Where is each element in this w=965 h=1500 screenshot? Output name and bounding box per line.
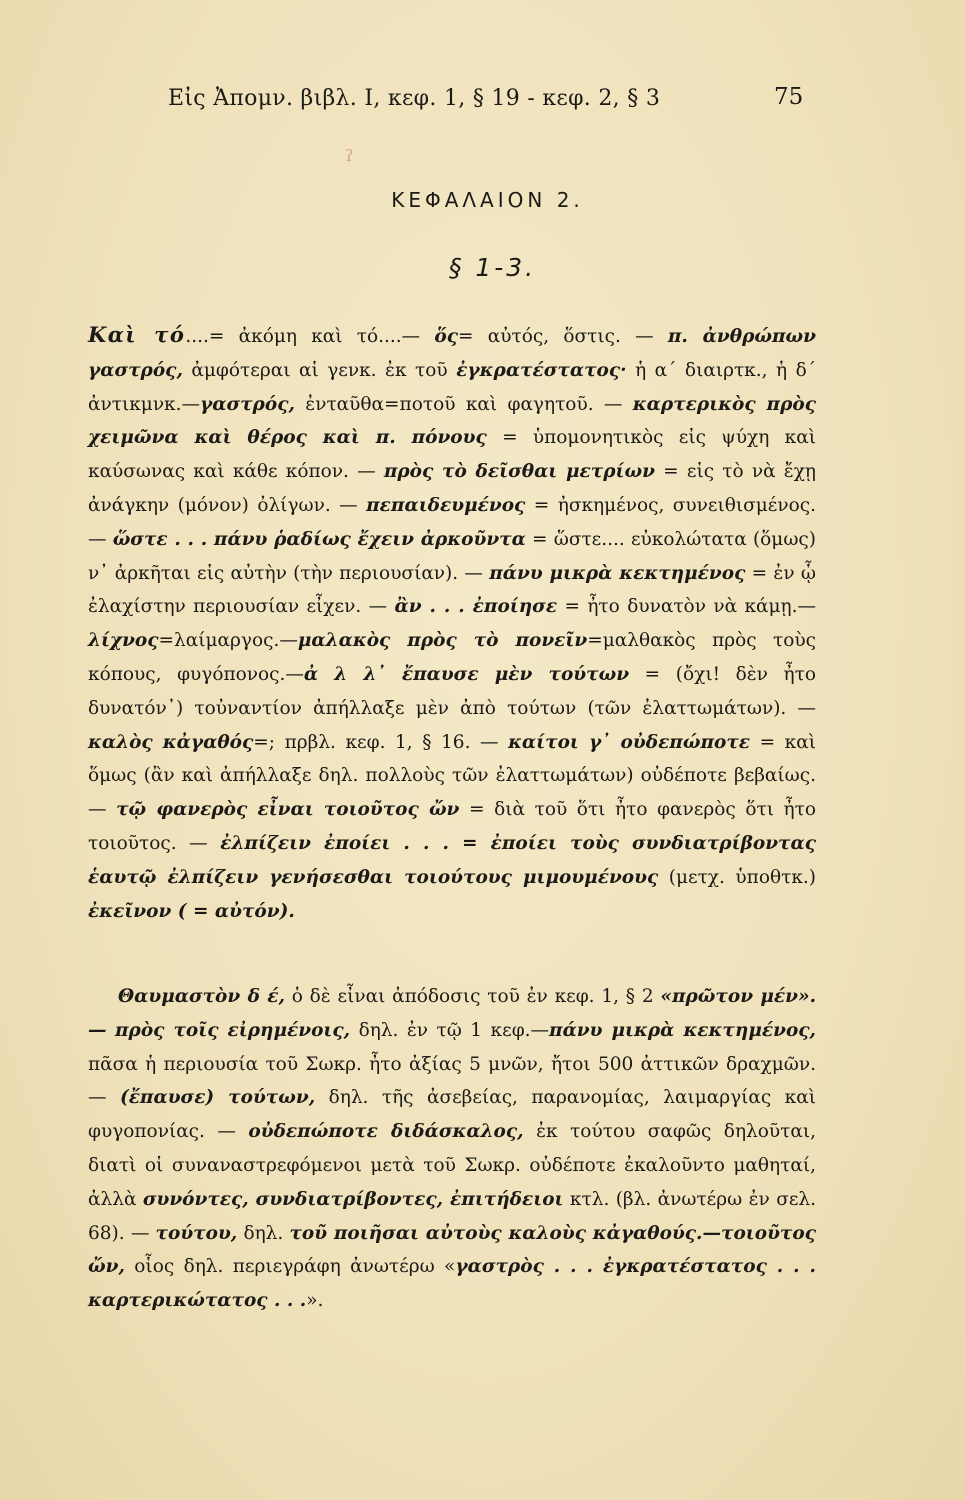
gloss: = ἠσκημένος, συνειθισμένος. — [88, 494, 816, 550]
gloss: = (ὄχι! δὲν ἦτο δυνατόν᾽) τοὐναντίον ἀπήλλαξε μὲν ἀπὸ τούτων (τῶν ἐλαττωμάτων). — [88, 663, 816, 719]
gloss: = καὶ ὅμως (ἂν καὶ ἀπήλλαξε δηλ. πολλοὺς τῶν ἐλαττωμάτων) οὐδέποτε βεβαίως. — [88, 731, 816, 821]
lemma: «πρῶτον μέν». — [88, 986, 817, 1041]
gloss: ὁ δὲ εἶναι ἀπόδοσις τοῦ ἐν κεφ. 1, § 2 [291, 986, 654, 1007]
lemma: (ἔπαυσε) τούτων, [119, 1087, 316, 1109]
gloss: = ὥστε.... εὐκολώτατα (ὅμως) ν᾽ ἀρκῆται εἰς αὐτὴν (τὴν περιουσίαν). — [88, 528, 816, 584]
gloss: (μετχ. ὑποθτκ.) [668, 866, 816, 888]
lemma: πρὸς τὸ δεῖσθαι μετρίων [383, 461, 655, 483]
lemma: συνόντες, συνδιατρίβοντες, ἐπιτήδειοι [142, 1188, 564, 1210]
commentary-paragraph-2 [88, 980, 816, 1318]
lemma: ἐλπίζειν ἐποίει . . . = ἐποίει τοὺς συνδιατρίβοντας ἑαυτῷ ἐλπίζειν γενήσεσθαι τοιούτους μιμουμένους [88, 832, 816, 888]
gloss: πᾶσα ἡ περιουσία τοῦ Σωκρ. ἦτο ἀξίας 5 μνῶν, ἤτοι 500 ἀττικῶν δραχμῶν. — [88, 1053, 816, 1109]
gloss: οἷος δηλ. περιεγράφη ἀνωτέρω « [134, 1256, 456, 1278]
lemma: γαστρὸς . . . ἐγκρατέστατος . . . καρτερικώτατος . . . [88, 1256, 816, 1312]
gloss: ἡ α´ διαιρτκ., ἡ δ´ ἀντικμνκ.— [88, 359, 816, 415]
lemma: ἂν . . . ἐποίησε [394, 596, 558, 618]
lemma: γαστρός, [200, 393, 295, 415]
page-number: 75 [774, 84, 804, 110]
lemma: πρὸς τοῖς εἰρημένοις, [114, 1019, 351, 1041]
lemma: ὥστε . . . πάνυ ῥαδίως ἔχειν ἀρκοῦντα [112, 528, 526, 550]
gloss: =λαίμαργος.— [158, 630, 298, 652]
lemma: Θαυμαστὸν δ έ, [118, 986, 285, 1007]
lemma: μαλακὸς πρὸς τὸ πονεῖν [297, 630, 588, 652]
gloss: ». [306, 1290, 324, 1312]
lemma: λίχνος [88, 630, 159, 652]
gloss: δηλ. τῆς ἀσεβείας, παρανομίας, λαιμαργίας καὶ φυγοπονίας. — [88, 1087, 816, 1143]
lemma: τούτου, [155, 1222, 238, 1244]
chapter-title: ΚΕΦΑΛΑΙΟΝ 2. [391, 188, 584, 212]
lemma: τῷ φανερὸς εἶναι τοιοῦτος ὤν [116, 799, 460, 821]
lemma: ἐγκρατέστατος· [456, 359, 627, 381]
lemma: πάνυ μικρὰ κεκτημένος [489, 562, 746, 584]
lemma: οὐδεπώποτε διδάσκαλος, [248, 1121, 524, 1143]
gloss: δηλ. ἐν τῷ 1 κεφ.— [358, 1019, 550, 1041]
gloss: ἐκ τούτου σαφῶς δηλοῦται, διατὶ οἱ συναναστρεφόμενοι μετὰ τοῦ Σωκρ. οὐδέποτε ἐκαλοῦντο μαθηταί, ἀλλὰ [88, 1121, 816, 1210]
lemma: καλὸς κἀγαθός [88, 731, 254, 753]
lemma: πάνυ μικρὰ κεκτημένος, [549, 1019, 816, 1041]
gloss: = ὑπομονητικὸς εἰς ψύχη καὶ καύσωνας καὶ κάθε κόπον. — [88, 427, 816, 483]
gloss: = διὰ τοῦ ὅτι ἦτο φανερὸς ὅτι ἦτο τοιοῦτος. — [88, 799, 816, 854]
gloss: κτλ. (βλ. ἀνωτέρω ἐν σελ. 68). — [88, 1188, 817, 1244]
commentary-paragraph-1 [88, 318, 816, 928]
running-head: Εἰς Ἀπομν. βιβλ. I, κεφ. 1, § 19 - κεφ. 2, § 3 [168, 86, 661, 111]
ink-smudge: ʔ [345, 146, 354, 165]
lemma: πεπαιδευμένος [366, 494, 526, 516]
gloss: δηλ. [243, 1222, 284, 1244]
gloss: ....= ἀκόμη καὶ τό....— [185, 326, 421, 347]
section-title: § 1-3. [448, 253, 537, 282]
gloss: = ἦτο δυνατὸν νὰ κάμῃ.— [564, 596, 816, 618]
gloss: =; πρβλ. κεφ. 1, § 16. — [253, 731, 499, 753]
gloss: = ἐν ᾧ ἐλαχίστην περιουσίαν εἶχεν. — [88, 562, 816, 618]
lemma: π. ἀνθρώπων γαστρός, [88, 326, 816, 381]
gloss: = εἰς τὸ νὰ ἔχῃ ἀνάγκην (μόνον) ὀλίγων. — [88, 461, 816, 516]
lemma: καρτερικὸς πρὸς χειμῶνα καὶ θέρος καὶ π. πόνους [88, 393, 816, 449]
gloss: =μαλθακὸς πρὸς τοὺς κόπους, φυγόπονος.— [88, 630, 816, 685]
lemma: ἐκεῖνον ( = αὐτόν). [88, 900, 295, 922]
lemma: καίτοι γ᾽ οὐδεπώποτε [508, 731, 751, 753]
gloss: ἀμφότεραι αἱ γενκ. ἐκ τοῦ [191, 359, 448, 381]
lemma: τοῦ ποιῆσαι αὐτοὺς καλοὺς κἀγαθούς.—τοιοῦτος ὤν, [88, 1222, 816, 1278]
gloss: ἐνταῦθα=ποτοῦ καὶ φαγητοῦ. — [305, 393, 623, 415]
lemma: Καὶ τό [88, 322, 186, 347]
lemma: ὅς [434, 326, 459, 347]
lemma: ἀ λ λ᾽ ἔπαυσε μὲν τούτων [303, 663, 630, 685]
gloss: = αὐτός, ὅστις. — [458, 326, 654, 347]
